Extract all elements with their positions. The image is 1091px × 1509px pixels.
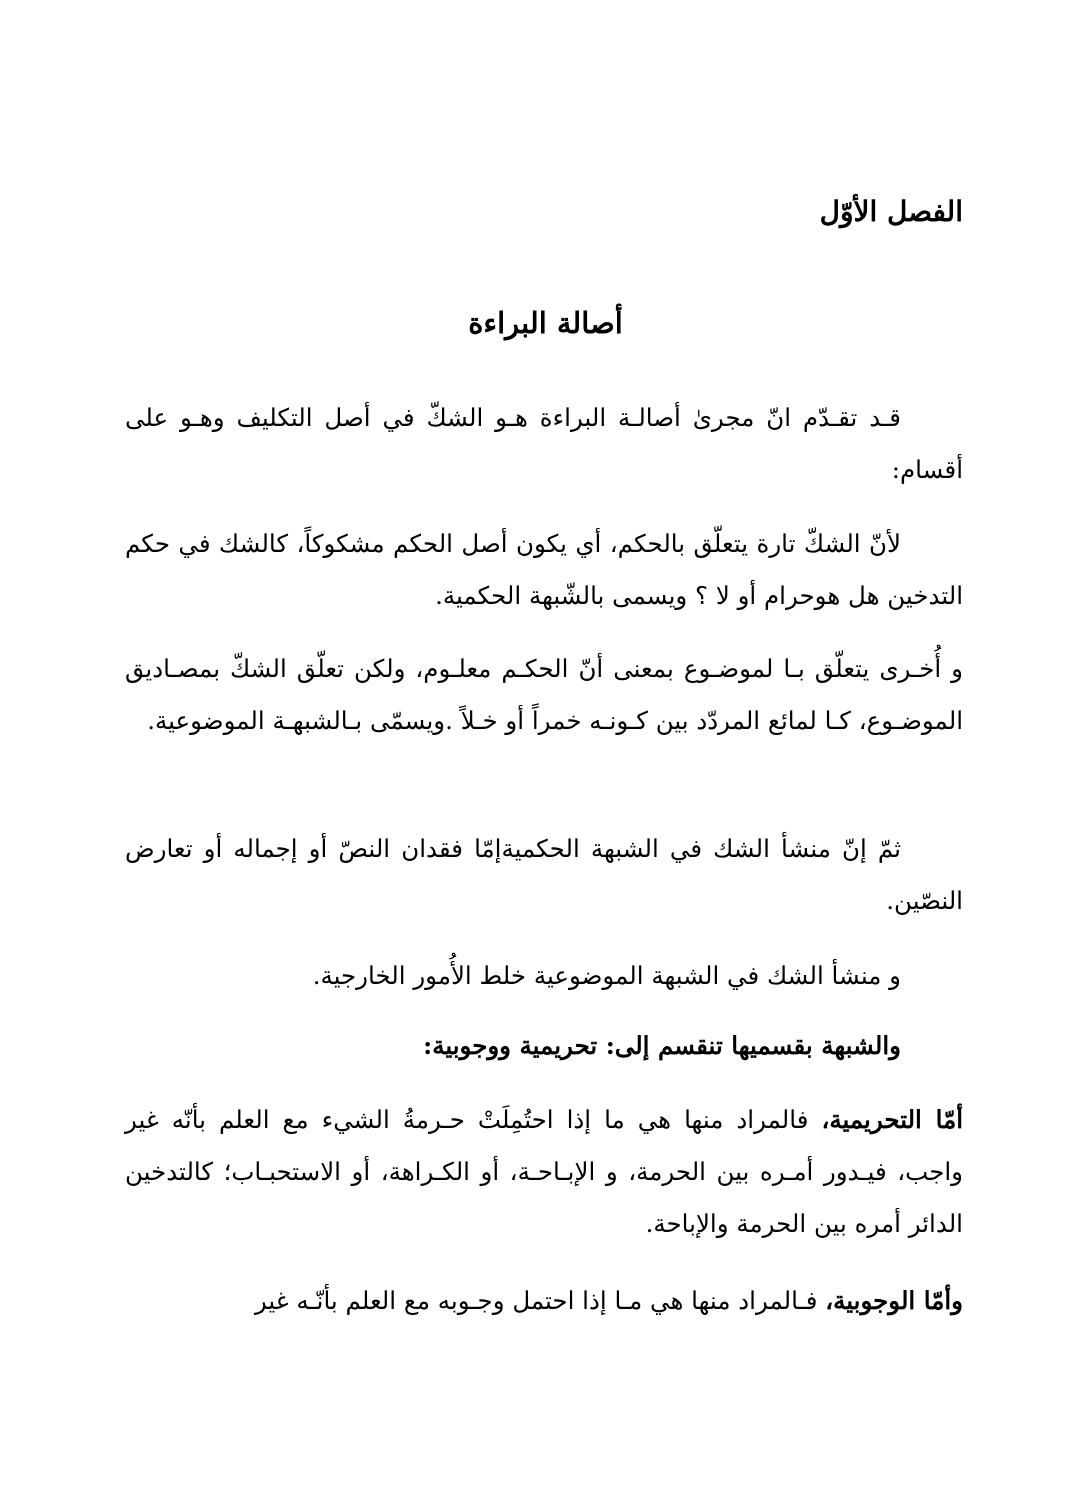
- paragraph-8-lead: وأمّا الوجوبية،: [825, 1286, 963, 1315]
- paragraph-4-text: ثمّ إنّ منشأ الشك في الشبهة الحكميةإمّا فقدان النصّ أو إجماله أو تعارض النصّين.: [125, 834, 963, 915]
- section-title: أصالة البراءة: [468, 306, 623, 340]
- paragraph-8: [125, 1275, 963, 1327]
- paragraph-8-text: فـالمراد منها هي مـا إذا احتمل وجـوبه مع العلم بأنّـه غير: [254, 1286, 826, 1315]
- paragraph-5-text: و منشأ الشك في الشبهة الموضوعية خلط الأُمور الخارجية.: [312, 961, 901, 990]
- paragraph-5: [125, 950, 963, 1002]
- paragraph-7-text: فالمراد منها هي ما إذا احتُمِلَتْ حـرمةُ الشيء مع العلم بأنّه غير واجب، فيـدور أمـره بين الحرمة، و الإبـاحـة، أو الكـراهة، أو الاستحبـاب؛ كالتدخين الدائر أمره بين الحرمة والإباحة.: [125, 1105, 963, 1238]
- chapter-title: الفصل الأوّل: [819, 195, 963, 228]
- paragraph-4: [125, 823, 963, 927]
- paragraph-1-text: قـد تقـدّم انّ مجرىٰ أصالـة البراءة هـو الشكّ في أصل التكليف وهـو على أقسام:: [125, 403, 963, 484]
- paragraph-6: [125, 1020, 963, 1072]
- paragraph-3-text: و أُخـرى يتعلّق بـا لموضـوع بمعنى أنّ الحكـم معلـوم، ولكن تعلّق الشكّ بمصـاديق الموضـوع، كـا لمائع المردّد بين كـونـه خمراً أو خـلاً .ويسمّى بـالشبهـة الموضوعية.: [125, 654, 963, 735]
- paragraph-1: [125, 392, 963, 496]
- paragraph-2: [125, 518, 963, 622]
- paragraph-2-text: لأنّ الشكّ تارة يتعلّق بالحكم، أي يكون أصل الحكم مشكوكاً، كالشك في حكم التدخين هل هوحرام أو لا ؟ ويسمى بالشّبهة الحكمية.: [125, 529, 963, 610]
- paragraph-7: [125, 1094, 963, 1250]
- paragraph-6-lead: والشبهة بقسميها تنقسم إلى: تحريمية ووجوبية:: [423, 1031, 901, 1060]
- paragraph-7-lead: أمّا التحريمية،: [821, 1105, 964, 1134]
- paragraph-3: [125, 643, 963, 747]
